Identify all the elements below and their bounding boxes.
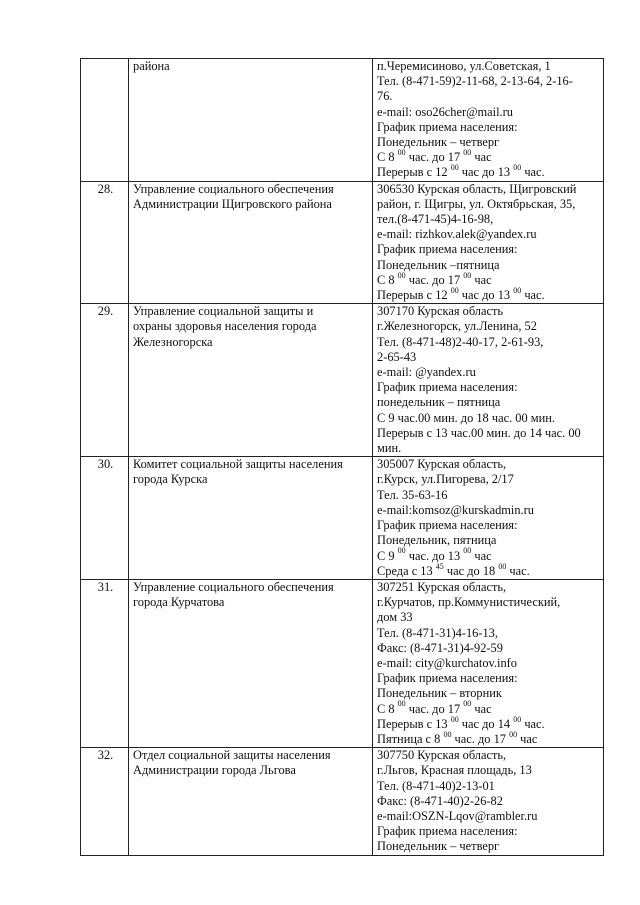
contact-info	[373, 59, 604, 182]
contact-info-line: Понедельник, пятница	[377, 533, 497, 548]
organization-name-line: Управление социального обеспечения	[133, 579, 334, 594]
contact-info	[373, 181, 604, 304]
row-number: 30.	[81, 457, 129, 580]
organization-name-line: Управление социального обеспечения	[133, 181, 334, 196]
row-number: 31.	[81, 579, 129, 747]
row-number: 29.	[81, 304, 129, 457]
contact-info-line: понедельник – пятница	[377, 395, 501, 410]
contact-info-line: Понедельник – четверг	[377, 135, 500, 150]
contact-info-line: График приема населения:	[377, 518, 518, 533]
contact-info-line: График приема населения:	[377, 671, 518, 686]
contact-info-line: e-mail: city@kurchatov.info	[377, 655, 517, 670]
contact-info-line: Понедельник – четверг	[377, 839, 500, 854]
contact-info-line: Перерыв с 12 $^{00}$ час до 13 $^{00}$ час.	[377, 163, 545, 180]
table-row	[81, 457, 604, 580]
contact-info-line: г.Железногорск, ул.Ленина, 52	[377, 319, 537, 334]
contact-info-line: дом 33	[377, 610, 413, 625]
contact-info-line: График приема населения:	[377, 380, 518, 395]
contact-info-line: e-mail: oso26cher@mail.ru	[377, 104, 513, 119]
contact-info-line: 307251 Курская область,	[377, 579, 507, 594]
contact-info-line: Тел. (8-471-31)4-16-13,	[377, 625, 498, 640]
contact-info-line: Понедельник –пятница	[377, 257, 500, 272]
contact-info	[373, 748, 604, 855]
organization-name	[129, 59, 373, 182]
contact-info-line: С 9 $^{00}$ час. до 13 $^{00}$ час	[377, 546, 492, 563]
contact-info-line: С 8 $^{00}$ час. до 17 $^{00}$ час	[377, 148, 492, 165]
contact-info	[373, 579, 604, 747]
contact-info-line: Тел. (8-471-40)2-13-01	[377, 778, 495, 793]
contact-info-line: e-mail: rizhkov.alek@yandex.ru	[377, 227, 537, 242]
contact-info	[373, 457, 604, 580]
contact-info-line: График приема населения:	[377, 119, 518, 134]
organization-name-line: Комитет социальной защиты населения	[133, 457, 343, 472]
contact-info-line: Понедельник – вторник	[377, 686, 502, 701]
row-number: 28.	[81, 181, 129, 304]
contact-info-line: Тел. 35-63-16	[377, 487, 448, 502]
table-row	[81, 304, 604, 457]
contact-info-line: 76.	[377, 89, 393, 104]
organization-name-line: охраны здоровья населения города	[133, 319, 317, 334]
table-row	[81, 748, 604, 855]
contact-info-line: г.Курск, ул.Пигорева, 2/17	[377, 472, 514, 487]
agency-table	[80, 58, 604, 856]
contact-info-line: г.Курчатов, пр.Коммунистический,	[377, 595, 561, 610]
organization-name-line: Железногорска	[133, 334, 213, 349]
contact-info-line: 307750 Курская область,	[377, 748, 507, 763]
contact-info-line: Перерыв с 13 $^{00}$ час до 14 $^{00}$ час.	[377, 714, 545, 731]
table-row	[81, 59, 604, 182]
organization-name-line: города Курска	[133, 472, 208, 487]
organization-name-line: Управление социальной защиты и	[133, 304, 314, 319]
contact-info-line: График приема населения:	[377, 824, 518, 839]
contact-info	[373, 304, 604, 457]
contact-info-line: тел.(8-471-45)4-16-98,	[377, 212, 494, 227]
organization-name	[129, 304, 373, 457]
contact-info-line: 307170 Курская область	[377, 304, 504, 319]
contact-info-line: С 9 час.00 мин. до 18 час. 00 мин.	[377, 410, 555, 425]
organization-name-line: Администрации Щигровского района	[133, 196, 332, 211]
contact-info-line: Факс: (8-471-40)2-26-82	[377, 793, 503, 808]
contact-info-line: Факс: (8-471-31)4-92-59	[377, 640, 503, 655]
contact-info-line: г.Льгов, Красная площадь, 13	[377, 763, 532, 778]
contact-info-line: мин.	[377, 441, 402, 456]
contact-info-line: 305007 Курская область,	[377, 457, 507, 472]
organization-name	[129, 579, 373, 747]
contact-info-line: 306530 Курская область, Щигровский	[377, 181, 577, 196]
organization-name	[129, 748, 373, 855]
contact-info-line: 2-65-43	[377, 349, 417, 364]
table-row	[81, 579, 604, 747]
table-row	[81, 181, 604, 304]
contact-info-line: С 8 $^{00}$ час. до 17 $^{00}$ час	[377, 270, 492, 287]
contact-info-line: Среда с 13 $^{45}$ час до 18 $^{00}$ час.	[377, 561, 530, 578]
agency-table-body	[81, 59, 604, 856]
organization-name	[129, 181, 373, 304]
organization-name	[129, 457, 373, 580]
organization-name-line: района	[133, 59, 170, 73]
organization-name-line: Отдел социальной защиты населения	[133, 748, 331, 763]
row-number	[81, 59, 129, 182]
contact-info-line: С 8 $^{00}$ час. до 17 $^{00}$ час	[377, 699, 492, 716]
row-number: 32.	[81, 748, 129, 855]
contact-info-line: Тел. (8-471-48)2-40-17, 2-61-93,	[377, 334, 544, 349]
contact-info-line: Пятница с 8 $^{00}$ час. до 17 $^{00}$ час	[377, 729, 538, 746]
contact-info-line: район, г. Щигры, ул. Октябрьская, 35,	[377, 196, 576, 211]
contact-info-line: п.Черемисиново, ул.Советская, 1	[377, 59, 551, 73]
contact-info-line: Перерыв с 13 час.00 мин. до 14 час. 00	[377, 425, 581, 440]
contact-info-line: e-mail: @yandex.ru	[377, 365, 476, 380]
organization-name-line: города Курчатова	[133, 595, 225, 610]
contact-info-line: Перерыв с 12 $^{00}$ час до 13 $^{00}$ час.	[377, 285, 545, 303]
contact-info-line: e-mail:OSZN-Lqov@rambler.ru	[377, 808, 538, 823]
contact-info-line: Тел. (8-471-59)2-11-68, 2-13-64, 2-16-	[377, 74, 573, 89]
contact-info-line: e-mail:komsoz@kurskadmin.ru	[377, 502, 534, 517]
organization-name-line: Администрации города Льгова	[133, 763, 296, 778]
contact-info-line: График приема населения:	[377, 242, 518, 257]
